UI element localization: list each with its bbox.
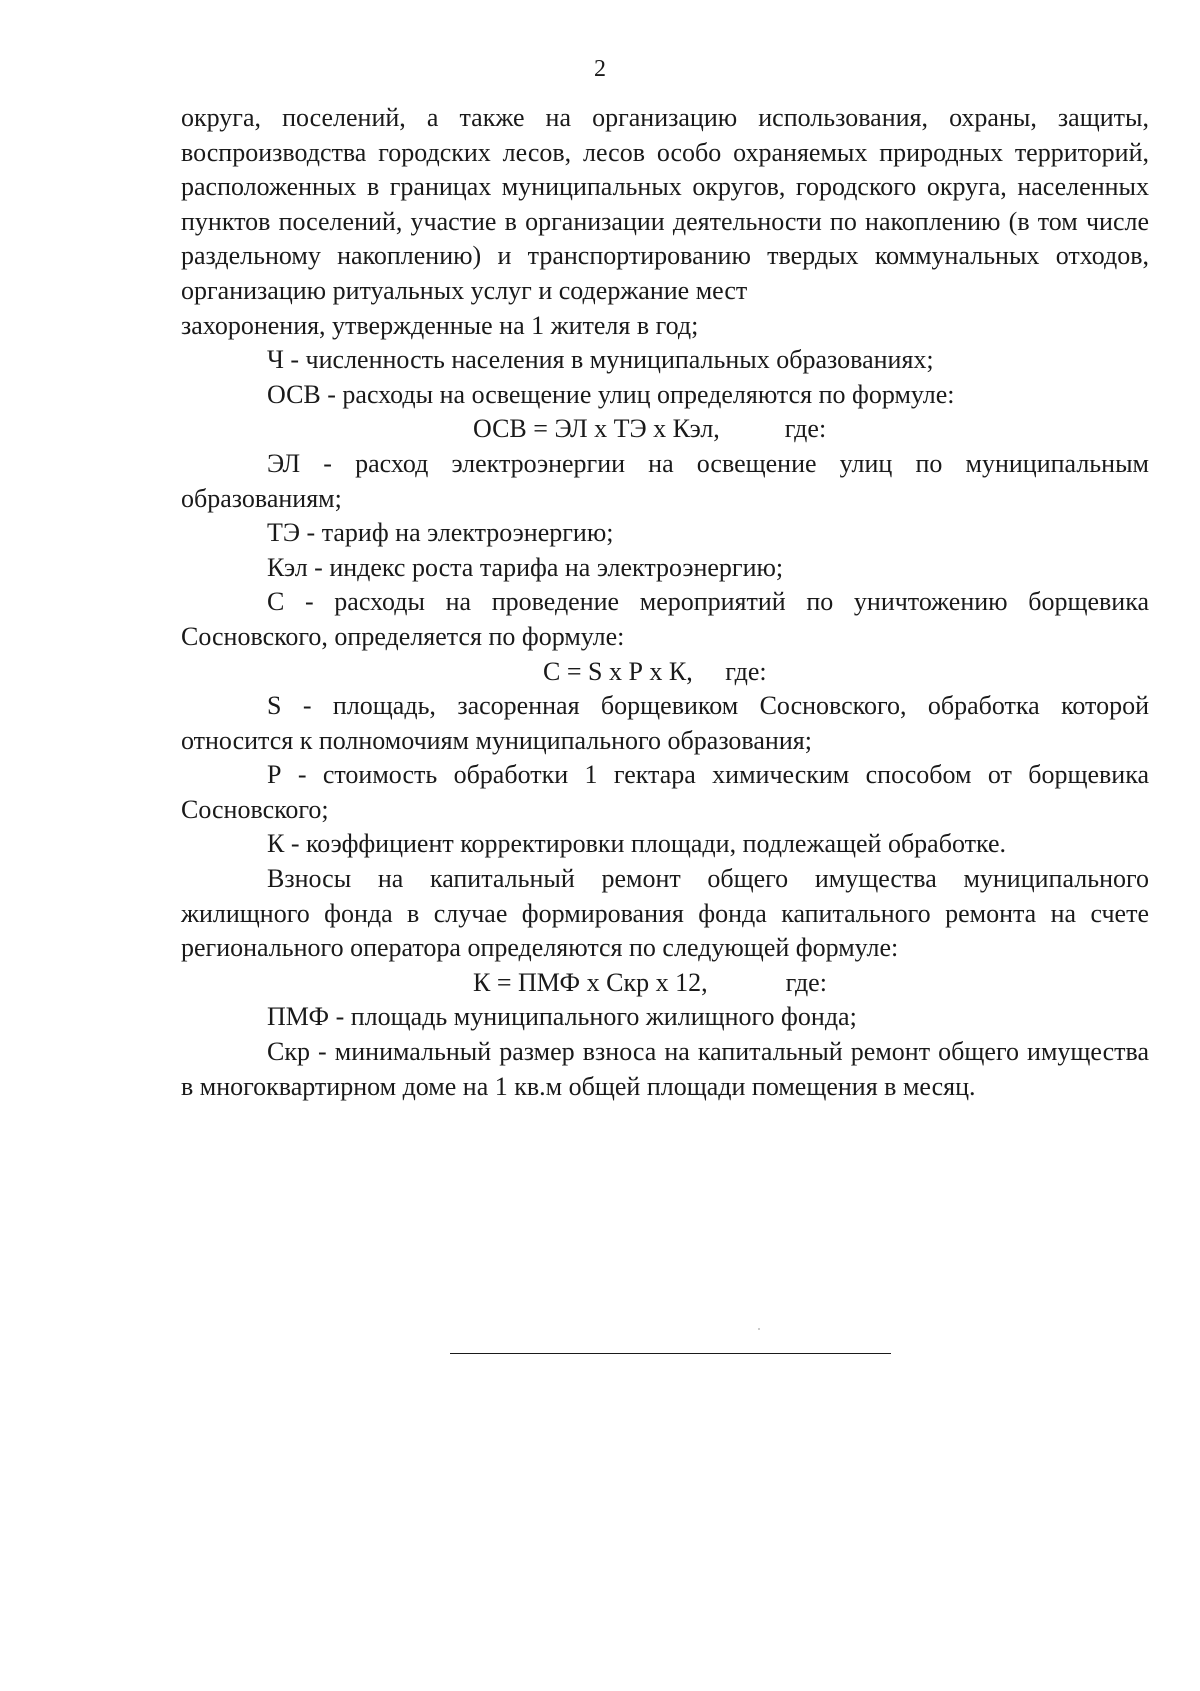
formula-osv: ОСВ = ЭЛ х ТЭ х Кэл, где: bbox=[473, 414, 827, 444]
page-number: 2 bbox=[594, 56, 606, 82]
definition-ch: Ч - численность населения в муниципальных образованиях; bbox=[267, 345, 934, 375]
document-body bbox=[181, 101, 1149, 1104]
definition-s: S - площадь, засоренная борщевиком Сосновского, обработка которой относится к полномочиям муниципального образования; bbox=[181, 691, 1149, 755]
definition-kel: Кэл - индекс роста тарифа на электроэнергию; bbox=[267, 552, 784, 582]
paragraph-burial-clause: захоронения, утвержденные на 1 жителя в год; bbox=[181, 310, 699, 340]
definition-te: ТЭ - тариф на электроэнергию; bbox=[267, 518, 614, 548]
definition-pmf: ПМФ - площадь муниципального жилищного фонда; bbox=[267, 1002, 857, 1032]
paragraph-capital-repair: Взносы на капитальный ремонт общего имущества муниципального жилищного фонда в случае формирования фонда капитального ремонта на счете регионального оператора определяются по следующей формуле: bbox=[181, 864, 1149, 963]
definition-skr: Скр - минимальный размер взноса на капитальный ремонт общего имущества в многоквартирном доме на 1 кв.м общей площади помещения в месяц. bbox=[181, 1037, 1149, 1101]
definition-k: К - коэффициент корректировки площади, подлежащей обработке. bbox=[267, 829, 1006, 859]
definition-osv: ОСВ - расходы на освещение улиц определяются по формуле: bbox=[267, 379, 955, 409]
closing-divider bbox=[450, 1353, 891, 1354]
definition-c: С - расходы на проведение мероприятий по уничтожению борщевика Сосновского, определяется по формуле: bbox=[181, 587, 1149, 651]
formula-k: К = ПМФ х Скр х 12, где: bbox=[473, 967, 827, 997]
paragraph-continuation: округа, поселений, а также на организацию использования, охраны, защиты, воспроизводства городских лесов, лесов особо охраняемых природных территорий, расположенных в границах муниципальных округов, городского округа, населенных пунктов поселений, участие в организации деятельности по накоплению (в том числе раздельному накоплению) и транспортированию твердых коммунальных отходов, организацию ритуальных услуг и содержание мест bbox=[181, 103, 1149, 305]
formula-c: С = S х Р х К, где: bbox=[543, 656, 767, 686]
definition-p: Р - стоимость обработки 1 гектара химическим способом от борщевика Сосновского; bbox=[181, 760, 1149, 824]
scan-speck bbox=[758, 1328, 760, 1330]
definition-el: ЭЛ - расход электроэнергии на освещение улиц по муниципальным образованиям; bbox=[181, 448, 1149, 513]
